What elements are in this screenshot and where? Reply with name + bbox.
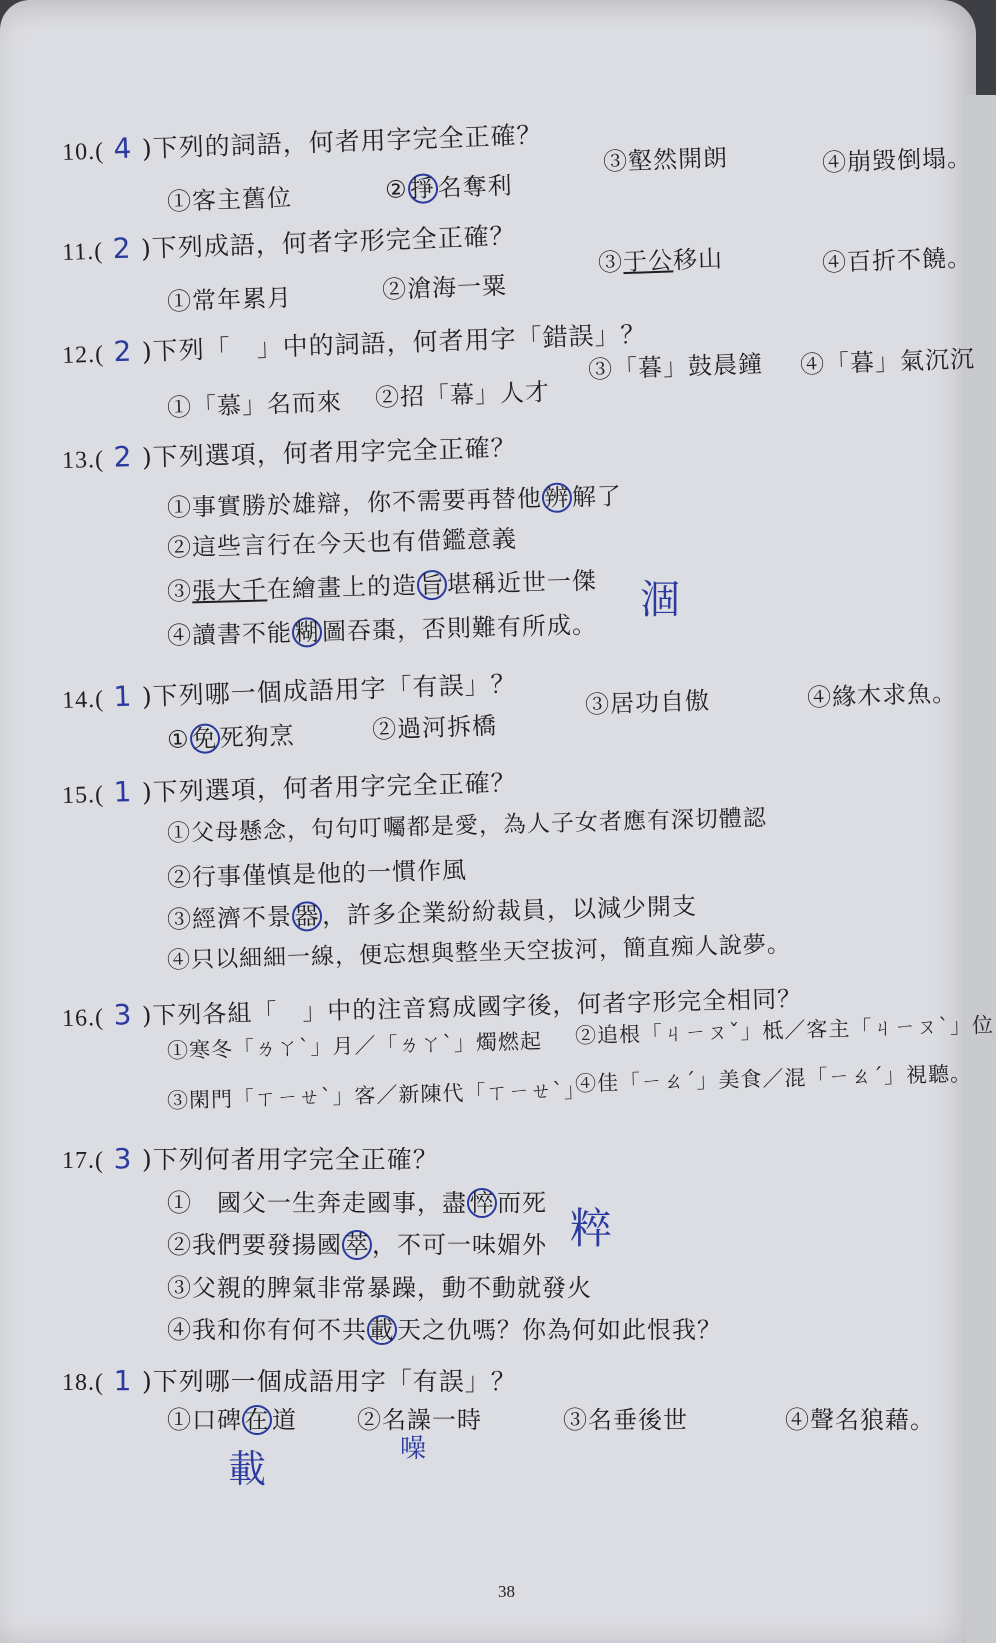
option-16-3: ③閑門「ㄒㄧㄝˋ」客／新陳代「ㄒㄧㄝˋ」: [166, 1078, 587, 1113]
question-stem: 下列選項，何者用字完全正確？: [152, 768, 518, 807]
option-11-1: ①常年累月: [166, 283, 293, 316]
answer-16: 3: [113, 998, 133, 1032]
answer-17: 3: [113, 1142, 133, 1175]
answer-12: 2: [112, 334, 133, 369]
option-12-4: ④「暮」氣沉沉: [799, 344, 976, 379]
option-10-4: ④崩毀倒塌。: [821, 143, 973, 177]
option-10-1: ①客主舊位: [166, 183, 293, 216]
question-stem: 下列各組「 」中的注音寫成國字後，何者字形完全相同？: [152, 984, 803, 1030]
option-13-3: ③張大千在繪畫上的造旨堪稱近世一傑: [166, 566, 598, 606]
question-15: 15.( 1 )下列選項，何者用字完全正確？: [61, 768, 518, 809]
handwritten-note-17: 粹: [570, 1204, 613, 1253]
option-16-1: ①寒冬「ㄌㄚˋ」月／「ㄌㄚˋ」燭燃起: [166, 1029, 543, 1063]
option-18-2: ②名譟一時: [357, 1406, 482, 1434]
option-17-3: ③父親的脾氣非常暴躁，動不動就發火: [167, 1274, 592, 1302]
option-16-2: ②追根「ㄐㄧㄡˇ」柢／客主「ㄐㄧㄡˋ」位: [574, 1013, 995, 1048]
option-11-4: ④百折不饒。: [821, 243, 973, 277]
option-14-1: ①免死狗烹: [166, 721, 296, 754]
question-18: 18.( 1 )下列哪一個成語用字「有誤」？: [62, 1364, 517, 1397]
answer-13: 2: [113, 440, 133, 474]
option-12-2: ②招「幕」人才: [374, 377, 551, 412]
option-18-4: ④聲名狼藉。: [785, 1406, 935, 1434]
option-15-4: ④只以細細一線，便忘想與整坐天空拔河，簡直痴人說夢。: [166, 931, 792, 974]
option-14-2: ②過河拆橋: [371, 711, 498, 744]
option-13-4: ④讀書不能糊圖吞棗，否則難有所成。: [166, 610, 598, 650]
option-14-3: ③居功自傲: [584, 686, 711, 719]
question-17: 17.( 3 )下列何者用字完全正確？: [62, 1142, 439, 1175]
option-12-1: ①「慕」名而來: [166, 387, 343, 422]
circled-char: 掙: [407, 173, 438, 204]
option-18-1: ①口碑 在 道: [167, 1406, 297, 1434]
question-12: 12.( 2 )下列「 」中的詞語，何者用字「錯誤」？: [61, 319, 647, 369]
option-12-3: ③「暮」鼓晨鐘: [587, 349, 764, 384]
question-stem: 下列的詞語，何者用字完全正確？: [152, 120, 544, 163]
option-13-1: ①事實勝於雄辯，你不需要再替他辨解了: [166, 482, 623, 522]
question-stem: 下列哪一個成語用字「有誤」？: [152, 669, 518, 711]
option-14-4: ④緣木求魚。: [806, 678, 958, 712]
handwritten-note-18a: 載: [228, 1447, 267, 1491]
option-16-4: ④佳「ㄧㄠˊ」美食／混「ㄧㄠˊ」視聽。: [574, 1061, 973, 1096]
page-number: 38: [498, 1582, 515, 1601]
answer-18: 1: [113, 1364, 133, 1397]
question-14: 14.( 1 )下列哪一個成語用字「有誤」？: [61, 669, 518, 714]
question-11: 11.( 2 )下列成語，何者字形完全正確？: [61, 221, 517, 266]
question-10: 10.( 4 )下列的詞語，何者用字完全正確？: [61, 120, 544, 166]
option-15-2: ②行事僅慎是他的一慣作風: [166, 856, 468, 892]
handwritten-note-18b: 噪: [400, 1434, 427, 1464]
question-stem: 下列成語，何者字形完全正確？: [151, 221, 517, 263]
option-15-1: ①父母懸念，句句叮囑都是愛，為人子女者應有深切體認: [166, 805, 768, 847]
answer-11: 2: [112, 231, 133, 266]
option-17-1: ① 國父一生奔走國事，盡 悴 而死: [167, 1189, 547, 1217]
question-stem: 下列選項，何者用字完全正確？: [152, 433, 518, 472]
option-10-2: ②掙名奪利: [384, 171, 514, 204]
answer-15: 1: [113, 775, 133, 809]
option-10-3: ③壑然開朗: [602, 143, 729, 176]
question-stem: 下列「 」中的詞語，何者用字「錯誤」？: [152, 319, 647, 366]
answer-14: 1: [112, 679, 133, 714]
page-edge: [966, 95, 996, 1643]
question-stem: 下列何者用字完全正確？: [152, 1145, 439, 1174]
option-15-3: ③經濟不景器，許多企業紛紛裁員，以減少開支: [166, 892, 698, 934]
option-11-2: ②滄海一粟: [381, 271, 508, 304]
answer-10: 4: [112, 131, 133, 166]
question-stem: 下列哪一個成語用字「有誤」？: [152, 1367, 517, 1396]
question-16: 16.( 3 )下列各組「 」中的注音寫成國字後，何者字形完全相同？: [61, 984, 803, 1032]
option-17-4: ④我和你有何不共 載 天之仇嗎？你為何如此恨我？: [167, 1316, 722, 1344]
option-11-3: ③于公移山: [597, 244, 724, 277]
option-13-2: ②這些言行在今天也有借鑑意義: [166, 524, 518, 562]
question-13: 13.( 2 )下列選項，何者用字完全正確？: [61, 433, 518, 474]
handwritten-note-13: 涸: [640, 577, 680, 623]
option-17-2: ②我們要發揚國 萃 ，不可一味媚外: [167, 1231, 547, 1259]
option-18-3: ③名垂後世: [563, 1406, 688, 1434]
